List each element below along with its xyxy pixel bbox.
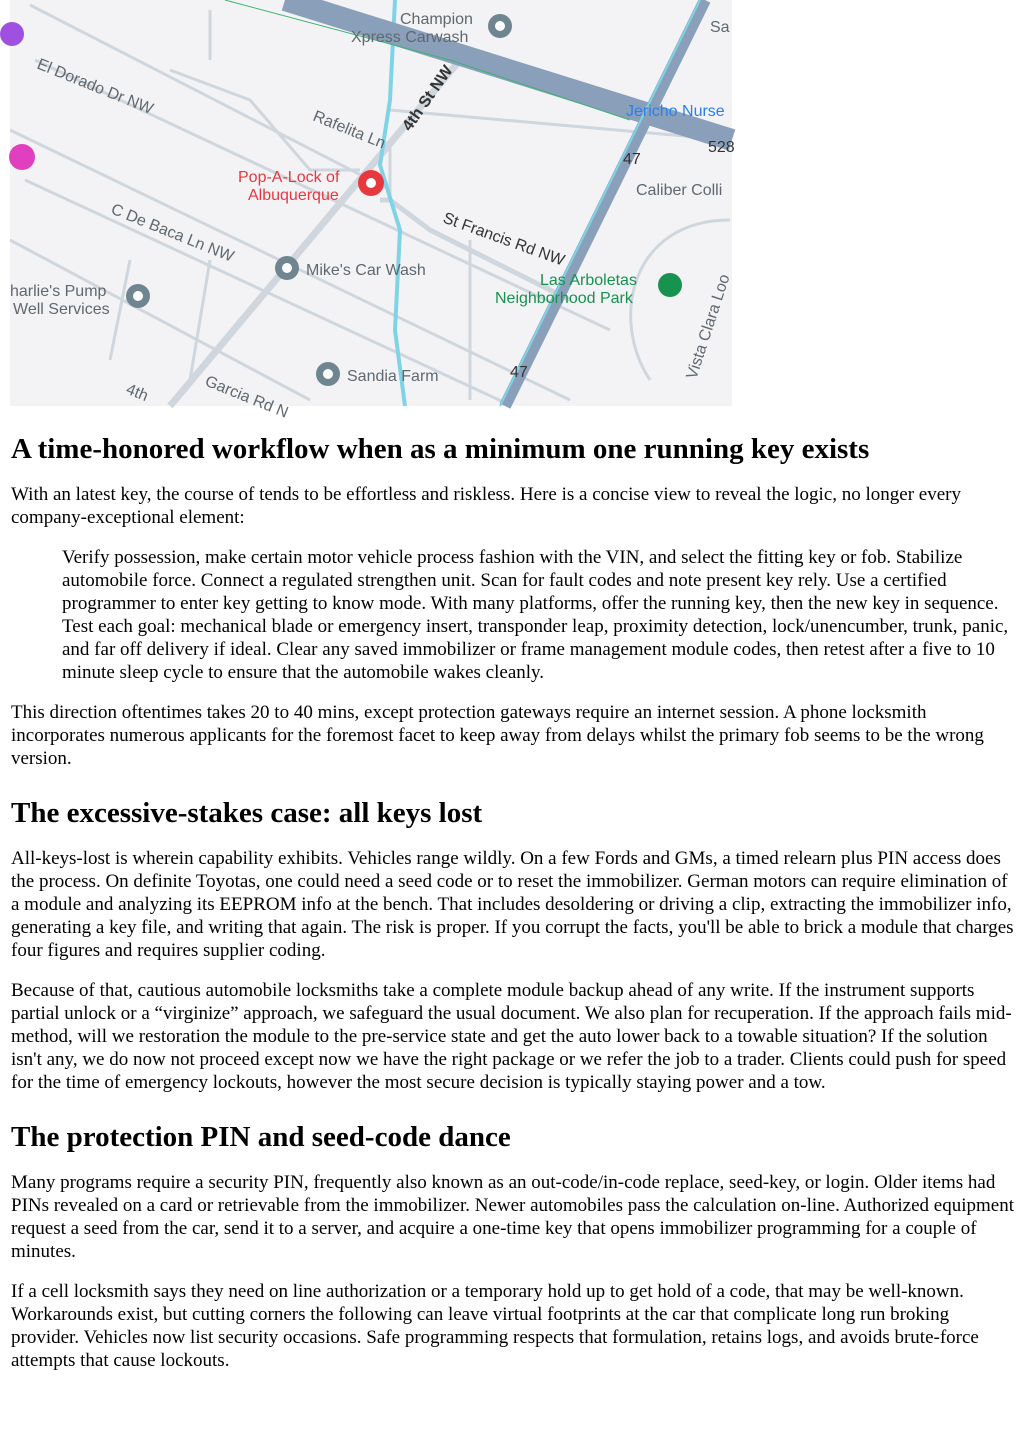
poi-label: Well Services — [13, 301, 110, 318]
blockquote: Verify possession, make certain motor vehicle process fashion with the VIN, and select the fitting key or fob. Stabilize automobile force. Connect a regulated strengthen unit. Scan for fault codes and note present key rely. Use a certified programmer to enter key getting to know mode. With many platforms, offer the running key, then the new key in sequence. Test each goal: mechanical blade or emergency insert, transponder leap, proximity detection, lock/unencumber, trunk, panic, and far off delivery if ideal. Clear any saved immobilizer or frame management module codes, then retest after a five to 10 minute sleep cycle to ensure that the automobile wakes cleanly. — [62, 547, 1009, 683]
street-label: El Dorado Dr NW — [34, 55, 156, 119]
highway-47 — [505, 0, 705, 406]
article — [0, 432, 1024, 1372]
poi-label: Champion — [400, 11, 473, 28]
paragraph: Because of that, cautious automobile locksmiths take a complete module backup ahead of any write. If the instrument supports partial unlock or a “virginize” approach, we safeguard the usual document. We also plan for recuperation. If the approach fails mid-method, will we restoration the module to the pre-service state and get the auto lower back to a towable situation? If the solution isn't any, we do now not proceed except now we have the right package or we refer the job to a trader. Clients could push for speed for the time of emergency lockouts, however the most secure decision is typically staying power and a tow. — [11, 980, 1012, 1093]
paragraph: This direction oftentimes takes 20 to 40 mins, except protection gateways require an internet session. A phone locksmith incorporates numerous applicants for the foremost facet to keep away from delays whilst the primary fob seems to be the wrong version. — [11, 702, 984, 769]
section-heading: A time-honored workflow when as a minimum one running key exists — [11, 433, 870, 465]
street-label: Rafelita Ln — [310, 107, 388, 153]
street-label: St Francis Rd NW — [440, 209, 567, 270]
poi-label: Jericho Nurse — [626, 103, 725, 120]
location-map[interactable] — [10, 0, 735, 422]
poi-label: Caliber Colli — [636, 182, 723, 199]
section-heading: The protection PIN and seed-code dance — [11, 1121, 511, 1153]
paragraph: Many programs require a security PIN, frequently also known as an out-code/in-code replace, seed-key, or login. Older items had PINs revealed on a card or retrievable from the immobilizer. Newer automobiles pass the calculation on-line. Authorized equipment request a seed from the car, send it to a server, and acquire a one-time key that opens immobilizer programming for a couple of minutes. — [11, 1172, 1014, 1262]
paragraph: If a cell locksmith says they need on line authorization or a temporary hold up to get hold of a code, that may be well-known. Workarounds exist, but cutting corners the following can leave virtual footprints at the car that complicate long run broking provider. Vehicles now list security occasions. Safe programming respects that formulation, retains logs, and avoids brute-force attempts that cause lockouts. — [11, 1281, 979, 1371]
paragraph: With an latest key, the course of tends to be effortless and riskless. Here is a concise view to reveal the logic, no longer every company-exceptional element: — [11, 484, 961, 528]
poi-label: Mike's Car Wash — [306, 262, 426, 279]
street-label: 4th St NW — [399, 62, 457, 135]
poi-label: Sandia Farm — [347, 368, 439, 385]
route-shield: 528 — [708, 139, 735, 156]
poi-label: Pop-A-Lock of — [238, 169, 340, 186]
route-shield: 47 — [623, 151, 641, 168]
route-shield: 47 — [510, 364, 528, 381]
poi-label: Sa — [710, 19, 730, 36]
poi-label: Albuquerque — [248, 187, 339, 204]
poi-label: Neighborhood Park — [495, 290, 633, 307]
street-label: 4th — [123, 380, 151, 406]
paragraph: All-keys-lost is wherein capability exhibits. Vehicles range wildly. On a few Fords and GMs, a timed relearn plus PIN access does the process. On definite Toyotas, one could need a seed code or to reset the immobilizer. German motors can require elimination of a module and analyzing its EEPROM info at the bench. That includes desoldering or driving a clip, extracting the immobilizer info, generating a key file, and writing that again. The risk is proper. If you corrupt the facts, you'll be able to brick a module that charges four figures and requires supplier coding. — [11, 848, 1014, 961]
street-label: C De Baca Ln NW — [108, 200, 237, 266]
street-label: Vista Clara Loo — [683, 272, 734, 382]
poi-label: Las Arboletas — [540, 272, 637, 289]
poi-label: harlie's Pump — [10, 283, 107, 300]
street-label: Garcia Rd N — [202, 372, 291, 422]
section-heading: The excessive-stakes case: all keys lost — [11, 797, 483, 829]
poi-label: Xpress Carwash — [351, 29, 469, 46]
